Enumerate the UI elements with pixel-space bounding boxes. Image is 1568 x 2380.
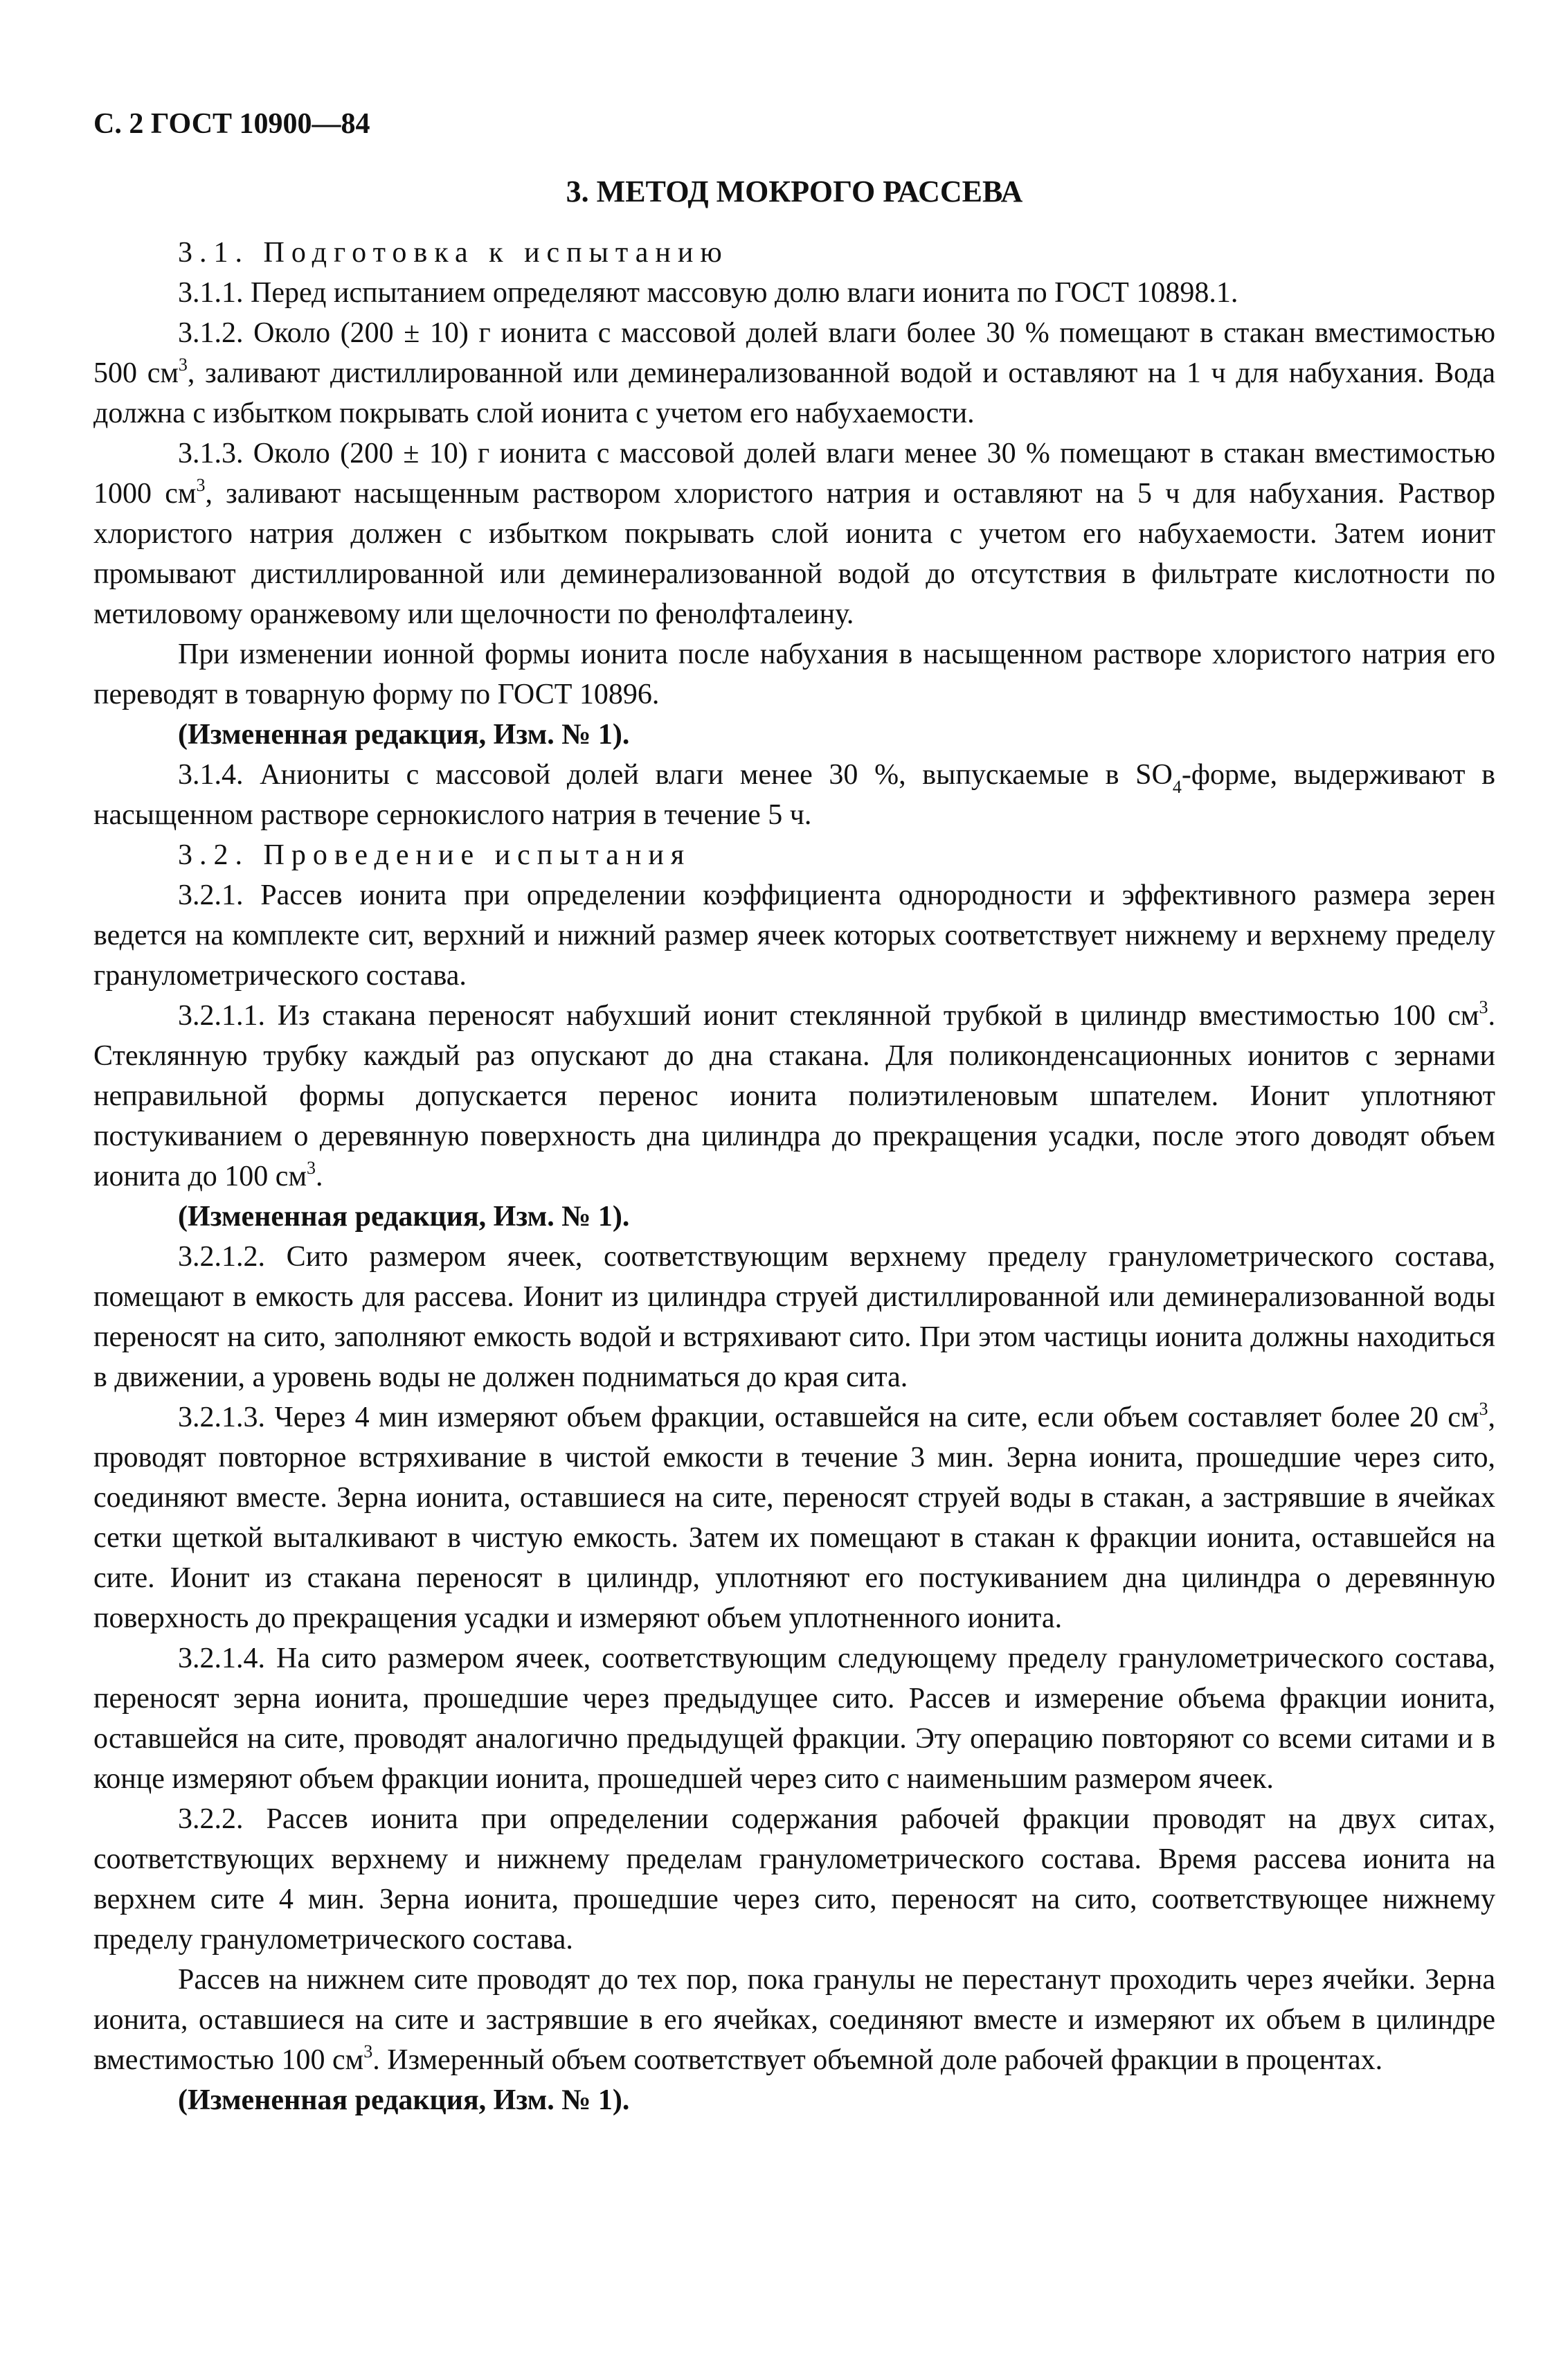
paragraph-3-1-1: 3.1.1. Перед испытанием определяют массовую долю влаги ионита по ГОСТ 10898.1.: [178, 277, 1238, 309]
paragraph-3-1-2: 3.1.2. Около (200 ± 10) г ионита с массовой долей влаги более 30 % помещают в стакан вместимостью 500 $см^3$, заливают дистиллированной или деминерализованной водой и оставляют на 1 ч для набухания. Вода должна с избытком покрывать слой ионита с учетом его набухаемости.: [93, 317, 1495, 429]
edit-note: (Измененная редакция, Изм. № 1).: [178, 1201, 630, 1233]
edit-note: (Измененная редакция, Изм. № 1).: [178, 2084, 630, 2116]
section-title: 3. МЕТОД МОКРОГО РАССЕВА: [566, 175, 1023, 208]
paragraph-3-2-1: 3.2.1. Рассев ионита при определении коэффициента однородности и эффективного размера зерен ведется на комплекте сит, верхний и нижний размер ячеек которых соответствует нижнему и верхнему пределу гранулометрического состава.: [93, 879, 1495, 992]
paragraph-3-1-4: 3.1.4. Аниониты с массовой долей влаги менее 30 %, выпускаемые в $SO_4$-форме, выдерживают в насыщенном растворе сернокислого натрия в течение 5 ч.: [93, 759, 1495, 831]
subsection-3-1: 3.1. Подготовка к испытанию: [178, 237, 729, 269]
paragraph-3-2-1-3: 3.2.1.3. Через 4 мин измеряют объем фракции, оставшейся на сите, если объем составляет более 20 $см^3$, проводят повторное встряхивание в чистой емкости в течение 3 мин. Зерна ионита, прошедшие через сито, соединяют вместе. Зерна ионита, оставшиеся на сите, переносят струей воды в стакан, а застрявшие в ячейках сетки щеткой выталкивают в чистую емкость. Затем их помещают в стакан к фракции ионита, оставшейся на сите. Ионит из стакана переносят в цилиндр, уплотняют его постукиванием дна цилиндра о деревянную поверхность до прекращения усадки и измеряют объем уплотненного ионита.: [93, 1399, 1495, 1634]
superscript: 3: [196, 475, 206, 495]
superscript: 3: [1479, 1399, 1488, 1419]
paragraph-3-2-1-1: 3.2.1.1. Из стакана переносят набухший ионит стеклянной трубкой в цилиндр вместимостью 100 $см^3$. Стеклянную трубку каждый раз опускают до дна стакана. Для поликонденсационных ионитов с зернами неправильной формы допускается перенос ионита полиэтиленовым шпателем. Ионит уплотняют постукиванием о деревянную поверхность дна цилиндра до прекращения усадки, после этого доводят объем ионита до 100 $см^3$.: [93, 997, 1495, 1192]
paragraph-lower-sieve: Рассев на нижнем сите проводят до тех пор, пока гранулы не перестанут проходить через ячейки. Зерна ионита, оставшиеся на сите и застрявшие в его ячейках, соединяют вместе и измеряют их объем в цилиндре вместимостью 100 $см^3$. Измеренный объем соответствует объемной доле рабочей фракции в процентах.: [93, 1964, 1495, 2076]
paragraph-3-2-1-4: 3.2.1.4. На сито размером ячеек, соответствующим следующему пределу гранулометрического состава, переносят зерна ионита, прошедшие через предыдущее сито. Рассев и измерение объема фракции ионита, оставшейся на сите, проводят аналогично предыдущей фракции. Эту операцию повторяют со всеми ситами и в конце измеряют объем фракции ионита, прошедшей через сито с наименьшим размером ячеек.: [93, 1643, 1495, 1795]
edit-note: (Измененная редакция, Изм. № 1).: [178, 719, 630, 751]
superscript: 3: [178, 355, 188, 375]
subsection-3-2: 3.2. Проведение испытания: [178, 839, 692, 871]
subscript: 4: [1172, 777, 1182, 798]
superscript: 3: [363, 2041, 373, 2061]
superscript: 3: [1479, 997, 1488, 1017]
paragraph-3-1-3: 3.1.3. Около (200 ± 10) г ионита с массовой долей влаги менее 30 % помещают в стакан вместимостью 1000 $см^3$, заливают насыщенным раствором хлористого натрия и оставляют на 5 ч для набухания. Раствор хлористого натрия должен с избытком покрывать слой ионита с учетом его набухаемости. Затем ионит промывают дистиллированной или деминерализованной водой до отсутствия в фильтрате кислотности по метиловому оранжевому или щелочности по фенолфталеину.: [93, 438, 1495, 630]
superscript: 3: [307, 1158, 316, 1178]
page-header: С. 2 ГОСТ 10900—84: [93, 108, 370, 140]
paragraph-3-2-2: 3.2.2. Рассев ионита при определении содержания рабочей фракции проводят на двух ситах, соответствующих верхнему и нижнему пределам гранулометрического состава. Время рассева ионита на верхнем сите 4 мин. Зерна ионита, прошедшие через сито, переносят на сито, соответствующее нижнему пределу гранулометрического состава.: [93, 1803, 1495, 1956]
paragraph-ionic-form: При изменении ионной формы ионита после набухания в насыщенном растворе хлористого натрия его переводят в товарную форму по ГОСТ 10896.: [93, 638, 1495, 710]
paragraph-3-2-1-2: 3.2.1.2. Сито размером ячеек, соответствующим верхнему пределу гранулометрического состава, помещают в емкость для рассева. Ионит из цилиндра струей дистиллированной или деминерализованной воды переносят на сито, заполняют емкость водой и встряхивают сито. При этом частицы ионита должны находиться в движении, а уровень воды не должен подниматься до края сита.: [93, 1241, 1495, 1393]
